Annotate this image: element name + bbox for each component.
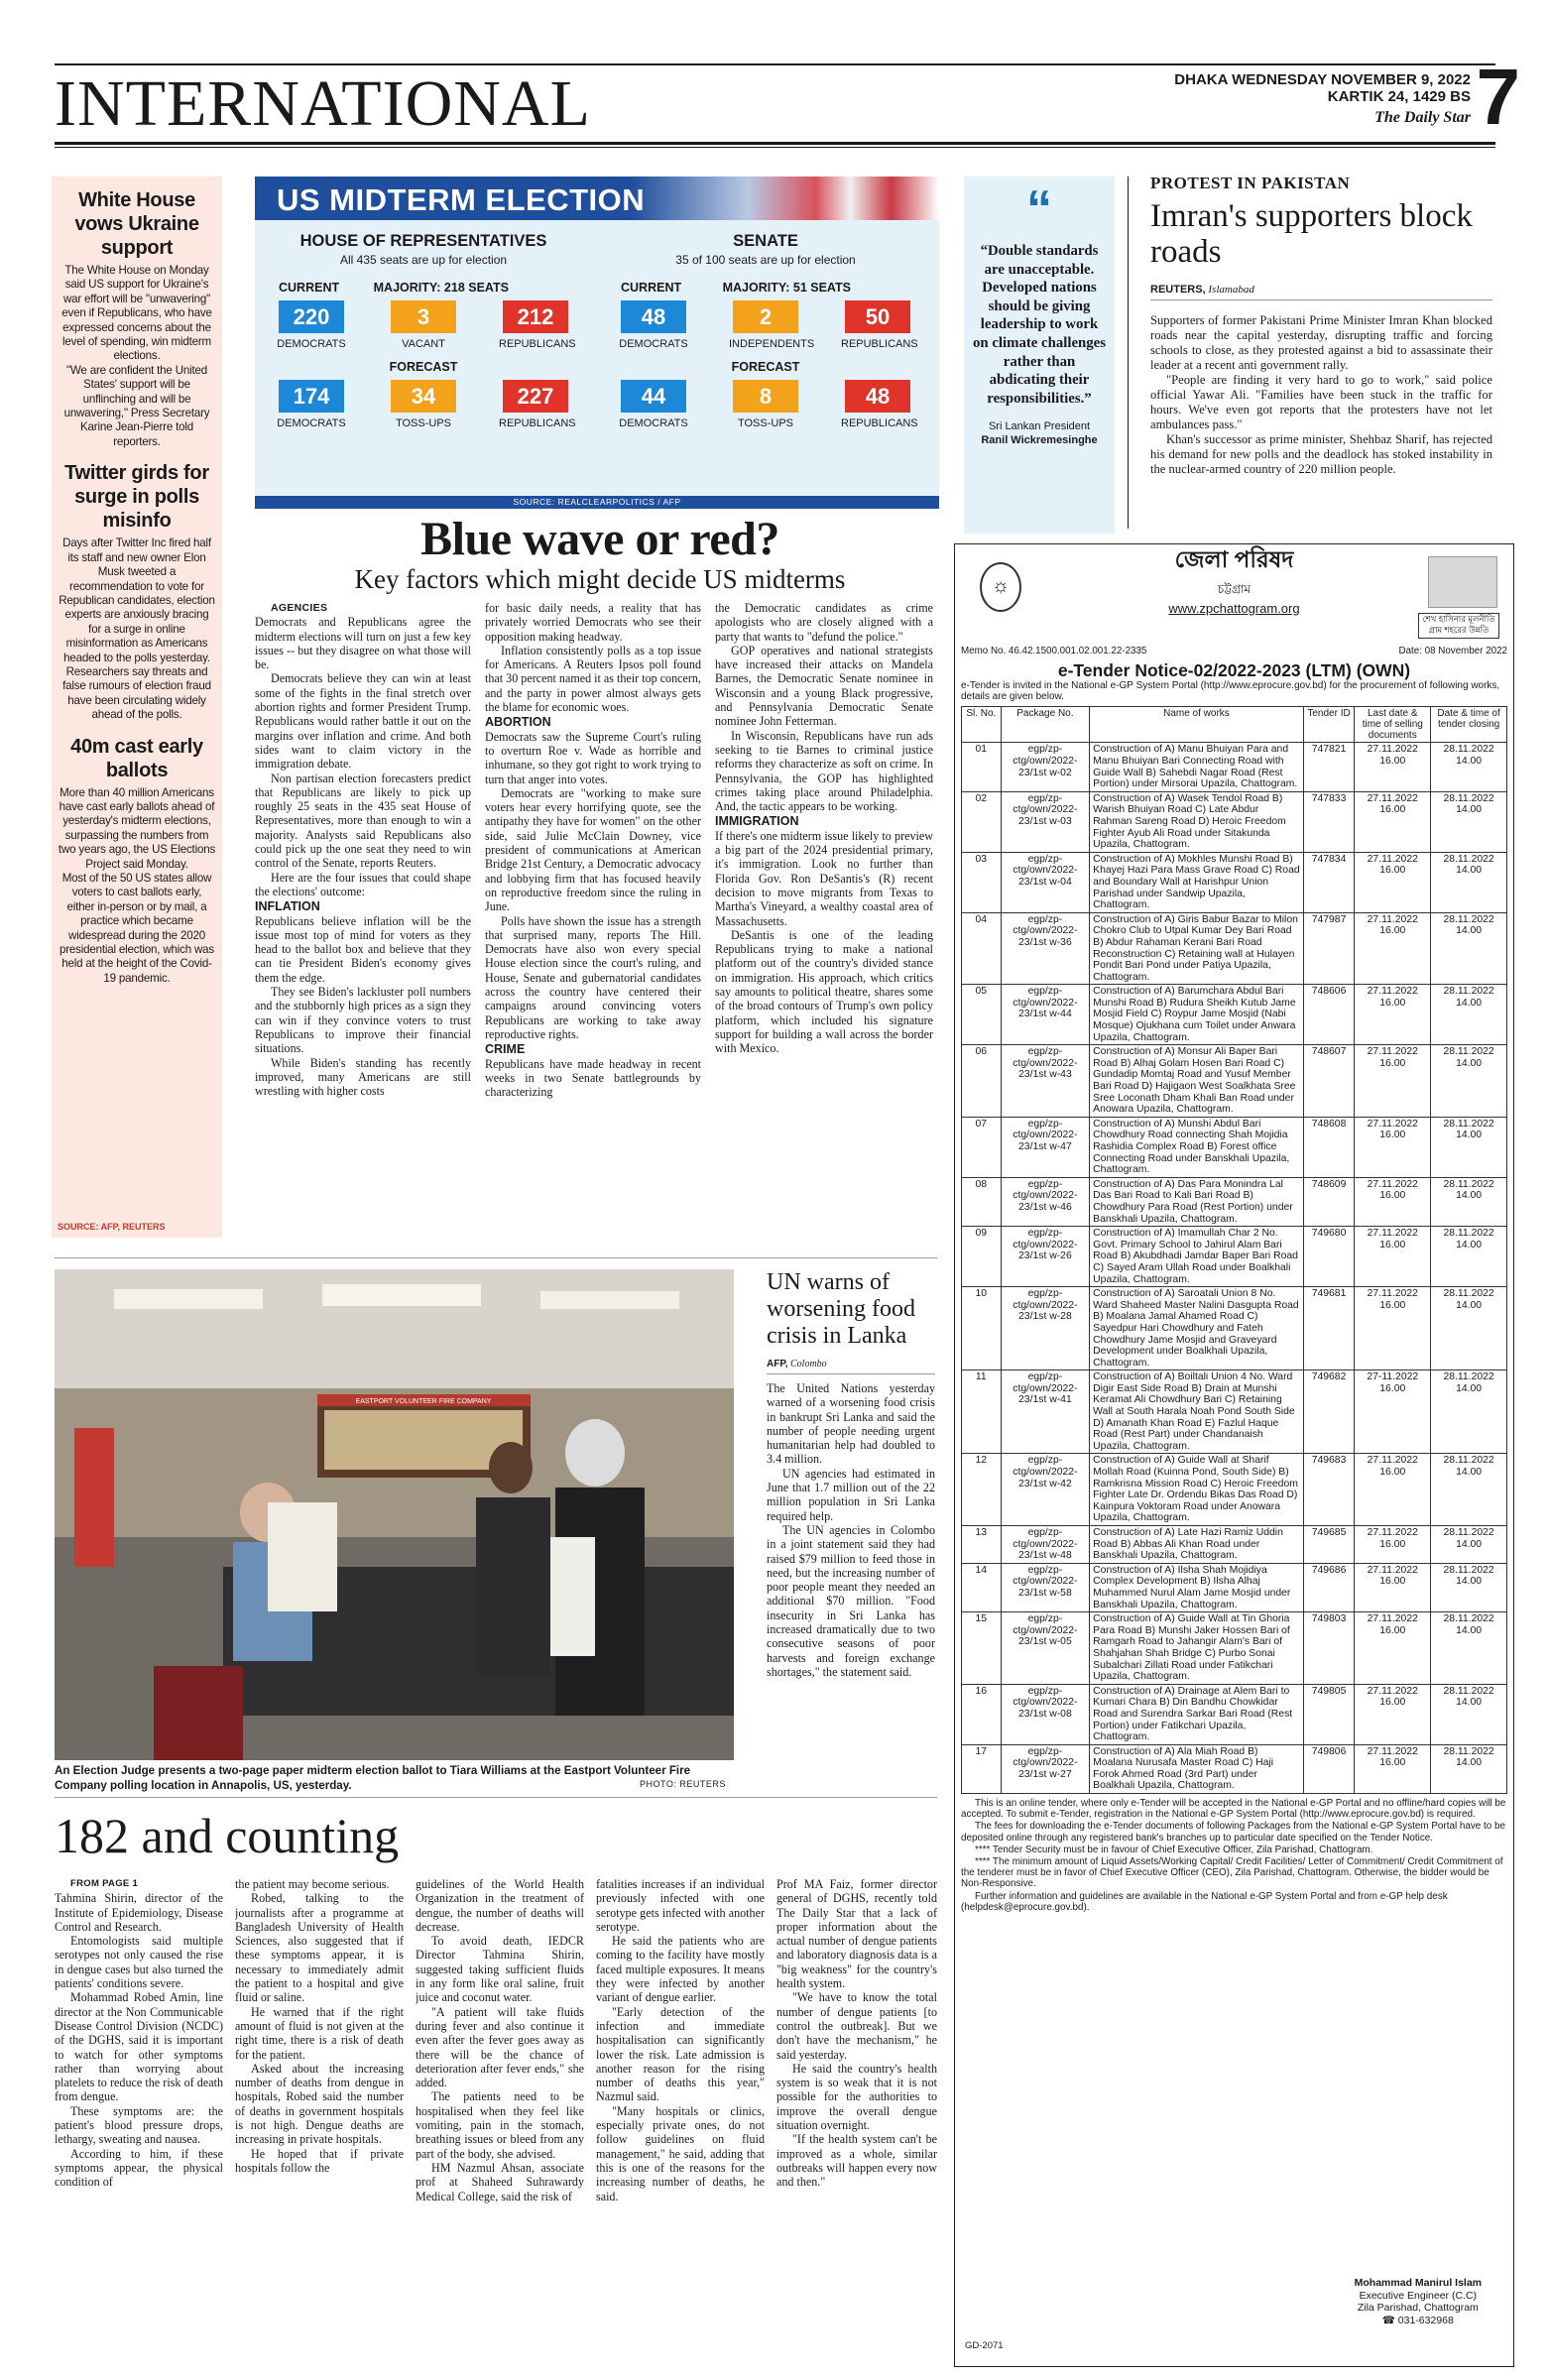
house-panel xyxy=(265,232,582,429)
dateline-bengali: KARTIK 24, 1429 BS xyxy=(1327,88,1471,105)
table-cell: Construction of A) Manu Bhuiyan Para and Manu Bhuiyan Bari Connecting Road with Guide Wall B) Sahebdi Nagar Road (Rest Portion) under Mirsorai Upazila, Chattogram. xyxy=(1090,743,1304,791)
dateline xyxy=(1174,71,1471,105)
paragraph: "A patient will take fluids during fever and also continue it even after the fever goes away as there will be the chance of deterioration after fever ends," she added. xyxy=(416,2004,584,2090)
article-column xyxy=(715,601,933,1246)
table-cell: 28.11.2022 14.00 xyxy=(1431,743,1507,791)
brief-body: "We are confident the United States' support will be unflinching and will be unwavering," Press Secretary Karine Jean-Pierre told reporters. xyxy=(63,363,210,448)
table-cell: Construction of A) Late Hazi Ramiz Uddin Road B) Abbas Ali Khan Road under Banskhali Upazila, Chattogram. xyxy=(1090,1526,1304,1564)
paragraph: He hoped that if private hospitals follow the xyxy=(235,2146,404,2175)
table-cell: 28.11.2022 14.00 xyxy=(1431,1227,1507,1287)
paragraph: the Democratic candidates as crime apologists who are closely aligned with a party that wants to "defund the police." xyxy=(715,601,933,644)
table-cell: Construction of A) Guide Wall at Tin Ghoria Para Road B) Munshi Jaker Hossen Bari of Ramgarh Road to Jahangir Alam's Bari of Shahjahan Shah Bridge C) Purbo Sonai Subalchari Zillati Road under Fatikchari Upazila, Chattogram. xyxy=(1090,1612,1304,1685)
column-header: Last date & time of selling documents xyxy=(1355,707,1431,743)
sidebar-source: SOURCE: AFP, REUTERS xyxy=(58,1222,166,1232)
table-cell: egp/zp-ctg/own/2022-23/1st w-43 xyxy=(1001,1045,1090,1118)
table-row xyxy=(962,1045,1507,1118)
paragraph: guidelines of the World Health Organization in the treatment of dengue, the number of deaths will decrease. xyxy=(416,1877,584,1934)
article-column xyxy=(596,1877,765,2363)
forecast-label: FORECAST xyxy=(389,360,458,374)
article-headline: UN warns of worsening food crisis in Lanka xyxy=(767,1269,915,1349)
article-body xyxy=(1150,313,1492,524)
table-cell: 14 xyxy=(962,1563,1002,1611)
table-cell: 28.11.2022 14.00 xyxy=(1431,1454,1507,1526)
table-cell: 11 xyxy=(962,1370,1002,1454)
table-cell: egp/zp-ctg/own/2022-23/1st w-47 xyxy=(1001,1117,1090,1177)
article-column xyxy=(485,601,701,1246)
chamber-subtitle: 35 of 100 seats are up for election xyxy=(675,253,856,267)
signer-org: Zila Parishad, Chattogram xyxy=(1357,2302,1479,2314)
page-number: 7 xyxy=(1476,53,1520,141)
box-label: TOSS-UPS xyxy=(737,417,794,429)
signer-title: Executive Engineer (C.C) xyxy=(1359,2289,1478,2302)
table-cell: Construction of A) Saroatali Union 8 No. Ward Shaheed Master Nalini Dasgupta Road B) Moalana Jamal Ahamed Road C) Sayedpur Hari Chowdhury and Fateh Chowdhury Jame Mosjid and Graveyard Development under Boalkhali Upazila, Chattogram. xyxy=(1090,1287,1304,1370)
article-headline: Imran's supporters block roads xyxy=(1150,198,1473,270)
zila-parishad-emblem: ☼ xyxy=(980,562,1021,612)
table-cell: Construction of A) Giris Babur Bazar to Milon Chokro Club to Utpal Kumar Dey Bari Road B) Abdur Rahaman Kerani Bari Road Reconstruction C) Retaining wall at Hulayen Pondit Bari Pond under Patiya Upazila, Chattogram. xyxy=(1090,912,1304,985)
table-cell: Construction of A) Munshi Abdul Bari Chowdhury Road connecting Shah Mojidia Rashidia Complex Road B) Forest office Connecting Road under Banskhali Upazila, Chattogram. xyxy=(1090,1117,1304,1177)
paper-logo: The Daily Star xyxy=(1374,109,1471,126)
table-row xyxy=(962,985,1507,1045)
majority-label: MAJORITY: 51 SEATS xyxy=(722,281,851,295)
table-cell: 747821 xyxy=(1303,743,1355,791)
table-row xyxy=(962,852,1507,912)
continuation-label: FROM PAGE 1 xyxy=(70,1878,139,1889)
signer-phone: ☎ 031-632968 xyxy=(1381,2314,1454,2326)
house-tossup-forecast: 34 xyxy=(391,380,456,413)
current-label: CURRENT xyxy=(279,281,340,295)
table-cell: 27.11.2022 16.00 xyxy=(1355,1526,1431,1564)
byline-place: Colombo xyxy=(790,1359,827,1369)
box-label: REPUBLICANS xyxy=(499,338,576,350)
table-cell: egp/zp-ctg/own/2022-23/1st w-46 xyxy=(1001,1177,1090,1226)
column-header: Package No. xyxy=(1001,707,1090,743)
table-cell: 28.11.2022 14.00 xyxy=(1431,1612,1507,1685)
article-column xyxy=(416,1877,584,2363)
table-cell: 749803 xyxy=(1303,1612,1355,1685)
table-row xyxy=(962,1287,1507,1370)
graphic-source: SOURCE: REALCLEARPOLITICS / AFP xyxy=(255,496,939,509)
paragraph: The patients need to be hospitalised when they feel like vomiting, pain in the stomach, breathing issues or bleed from any part of the body, she advised. xyxy=(416,2089,584,2161)
photo-illustration xyxy=(55,1269,734,1760)
table-cell: 28.11.2022 14.00 xyxy=(1431,985,1507,1045)
memo-number: Memo No. 46.42.1500.001.02.001.22-2335 xyxy=(961,646,1147,656)
table-cell: egp/zp-ctg/own/2022-23/1st w-02 xyxy=(1001,743,1090,791)
graphic-title: US MIDTERM ELECTION xyxy=(277,182,646,217)
brief-headline: White House vows Ukraine support xyxy=(74,189,199,259)
table-cell: Construction of A) Guide Wall at Sharif Mollah Road (Kuinna Pond, South Side) B) Ramkrisna Mission Road C) Heroic Freedom Fighter Late Dr. Ordendu Bikas Das Road D) Kainpura Voktoram Road under Anowara Upazila, Chattogram. xyxy=(1090,1454,1304,1526)
paragraph: the patient may become serious. xyxy=(235,1877,390,1891)
table-cell: 13 xyxy=(962,1526,1002,1564)
table-cell: 748608 xyxy=(1303,1117,1355,1177)
paragraph: Mohammad Robed Amin, line director at the Non Communicable Disease Control Division (NCDC) of the DGHS, said it is important to watch for other symptoms rather than worrying about platelets to reduce the risk of death from dengue. xyxy=(55,1990,223,2104)
subhead: IMMIGRATION xyxy=(715,814,799,829)
table-cell: Construction of A) Barumchara Abdul Bari Munshi Road B) Rudura Sheikh Kutub Jame Mosjid Field C) Roypur Jame Mosjid (Nabi Mosque) Ojukhana cum Toilet under Anwara Upazila, Chattogram. xyxy=(1090,985,1304,1045)
table-cell: 27.11.2022 16.00 xyxy=(1355,1227,1431,1287)
senate-rep-forecast: 48 xyxy=(845,380,910,413)
table-cell: 27.11.2022 16.00 xyxy=(1355,1612,1431,1685)
tender-notice xyxy=(954,543,1514,2367)
table-cell: 749805 xyxy=(1303,1684,1355,1744)
house-rep-forecast: 227 xyxy=(503,380,568,413)
paragraph: The United Nations yesterday warned of a worsening food crisis in bankrupt Sri Lanka and said the number of people needing urgent humanitarian help had doubled to 3.4 million. xyxy=(767,1381,935,1467)
column-header: Sl. No. xyxy=(962,707,1002,743)
paragraph: Robed, talking to the journalists after a programme at Bangladesh University of Health Sciences, also suggested that if these symptoms appear, it is necessary to immediately admit the patient to a hospital and give fluid or saline. xyxy=(235,1891,404,2005)
box-label: DEMOCRATS xyxy=(277,417,346,429)
table-cell: 03 xyxy=(962,852,1002,912)
article-column xyxy=(55,1877,223,2363)
note: **** Tender Security must be in favour of Chief Executive Officer, Zila Parishad, Chattogram. xyxy=(975,1844,1373,1855)
majority-label: MAJORITY: 218 SEATS xyxy=(373,281,509,295)
quote-name: Ranil Wickremesinghe xyxy=(981,434,1098,447)
table-cell: 27.11.2022 16.00 xyxy=(1355,1454,1431,1526)
table-cell: 747833 xyxy=(1303,791,1355,852)
paragraph: Supporters of former Pakistani Prime Minister Imran Khan blocked roads near the capital yesterday, disrupting traffic and forcing schools to close, as they protested against a bid to assassinate their leader at a recent anti government rally. xyxy=(1150,313,1492,372)
table-cell: egp/zp-ctg/own/2022-23/1st w-58 xyxy=(1001,1563,1090,1611)
forecast-label: FORECAST xyxy=(731,360,800,374)
note: Further information and guidelines are available in the National e-GP System Portal and from e-GP help desk (helpdesk@eprocure.gov.bd). xyxy=(961,1890,1448,1913)
table-cell: 28.11.2022 14.00 xyxy=(1431,1563,1507,1611)
paragraph: for basic daily needs, a reality that has privately worried Democrats who see their opposition making headway. xyxy=(485,601,701,644)
table-row xyxy=(962,1563,1507,1611)
table-row xyxy=(962,743,1507,791)
note: **** The minimum amount of Liquid Assets/Working Capital/ Credit Facilities/ Letter of Commitment/ Credit Commitment of the tenderer must be in favor of Chief Executive Officer (CEO), Zila Parishad, Chattogram. Otherwise, the bidder would be Non-Responsive. xyxy=(961,1856,1503,1890)
paragraph: In Wisconsin, Republicans have run ads seeking to tie Barnes to criminal justice reforms they characterize as soft on crime. In Pennsylvania, the GOP has highlighted crimes taking place around Philadelphia. And, the tactic appears to be working. xyxy=(715,728,933,814)
paragraph: Non partisan election forecasters predict that Republicans are likely to pick up roughly 25 seats in the 435 seat House of Representatives, more than enough to win a majority. Analysts said Republicans also could pick up the one seat they need to win control of the Senate, reports Reuters. xyxy=(255,771,471,871)
table-cell: egp/zp-ctg/own/2022-23/1st w-36 xyxy=(1001,912,1090,985)
senate-tossup-forecast: 8 xyxy=(733,380,798,413)
city-bengali: চট্টগ্রাম xyxy=(1217,582,1252,596)
table-cell: Construction of A) Mokhles Munshi Road B) Khayej Hazi Para Mass Grave Road C) Road and Boundary Wall at Harishpur Union Parishad under Sandwip Upazila, Chattogram. xyxy=(1090,852,1304,912)
paragraph: GOP operatives and national strategists have increased their attacks on Mandela Barnes, the Democratic Senate nominee in Wisconsin and a young Black progressive, and Pennsylvania Democratic Senate nominee John Fetterman. xyxy=(715,643,933,729)
house-rep-current: 212 xyxy=(503,300,568,333)
paragraph: He warned that if the right amount of fluid is not given at the right time, there is a risk of death for the patient. xyxy=(235,2004,404,2062)
paragraph: "Early detection of the infection and immediate hospitalisation can significantly lower the risk. Late admission is another reason for the rising number of deaths this year," Nazmul said. xyxy=(596,2004,765,2104)
box-label: DEMOCRATS xyxy=(277,338,346,350)
box-label: REPUBLICANS xyxy=(841,338,918,350)
paragraph: DeSantis is one of the leading Republicans trying to make a national platform out of the country's divided stance on immigration. His approach, which critics say amounts to political theatre, shares some of the broad contours of Trump's own policy platform, which included his signature support for building a wall across the border with Mexico. xyxy=(715,927,933,1056)
paragraph: These symptoms are: the patient's blood pressure drops, lethargy, sweating and nausea. xyxy=(55,2103,223,2147)
table-cell: 16 xyxy=(962,1684,1002,1744)
byline-agency: REUTERS, xyxy=(1150,284,1206,296)
chamber-name: HOUSE OF REPRESENTATIVES xyxy=(299,232,547,250)
table-cell: egp/zp-ctg/own/2022-23/1st w-41 xyxy=(1001,1370,1090,1454)
paragraph: To avoid death, IEDCR Director Tahmina Shirin, suggested taking sufficient fluids in any form like oral saline, fruit juice and coconut water. xyxy=(416,1934,584,2005)
paragraph: While Biden's standing has recently improved, many Americans are still wrestling with higher costs xyxy=(255,1055,471,1099)
table-cell: 05 xyxy=(962,985,1002,1045)
signer-name: Mohammad Manirul Islam xyxy=(1354,2277,1482,2289)
senate-dem-current: 48 xyxy=(621,300,686,333)
table-cell: egp/zp-ctg/own/2022-23/1st w-08 xyxy=(1001,1684,1090,1744)
table-row xyxy=(962,1117,1507,1177)
paragraph: Entomologists said multiple serotypes not only caused the rise in dengue cases but also turned the patients' conditions severe. xyxy=(55,1934,223,1991)
paragraph: Republicans have made headway in recent weeks in two Senate battlegrounds by characterizing xyxy=(485,1056,701,1100)
table-cell: Construction of A) Ilsha Shah Mojidiya Complex Development B) Ilsha Alhaj Muhammed Nurul Alam Jame Mosjid under Banskhali Upazila, Chattogram. xyxy=(1090,1563,1304,1611)
table-cell: 06 xyxy=(962,1045,1002,1118)
table-cell: 28.11.2022 14.00 xyxy=(1431,912,1507,985)
table-cell: egp/zp-ctg/own/2022-23/1st w-27 xyxy=(1001,1744,1090,1793)
table-row xyxy=(962,791,1507,852)
quote-icon: “ xyxy=(1026,180,1052,238)
box-label: REPUBLICANS xyxy=(841,417,918,429)
paragraph: Democrats saw the Supreme Court's ruling to overturn Roe v. Wade as horrible and inhumane, so they got right to work trying to turn that anger into votes. xyxy=(485,729,701,786)
chamber-name: SENATE xyxy=(733,232,798,250)
table-cell: 07 xyxy=(962,1117,1002,1177)
table-row xyxy=(962,1684,1507,1744)
table-cell: 28.11.2022 14.00 xyxy=(1431,1370,1507,1454)
table-cell: 27.11.2022 16.00 xyxy=(1355,1744,1431,1793)
table-cell: 28.11.2022 14.00 xyxy=(1431,1177,1507,1226)
org-website-link[interactable]: www.zpchattogram.org xyxy=(1168,601,1300,616)
table-cell: Construction of A) Das Para Monindra Lal Das Bari Road to Kali Bari Road B) Chowdhury Para Road (Rest Portion) under Banskhali Upazila, Chattogram. xyxy=(1090,1177,1304,1226)
table-cell: 28.11.2022 14.00 xyxy=(1431,1744,1507,1793)
article-headline: 182 and counting xyxy=(55,1808,400,1863)
senate-dem-forecast: 44 xyxy=(621,380,686,413)
paragraph: If there's one midterm issue likely to preview a big part of the 2024 presidential primary, it's immigration. Look no further than Florida Gov. Ron DeSantis's (R) recent decision to move migrants from Texas to Martha's Vineyard, a wealthy coastal area of Massachusetts. xyxy=(715,828,933,928)
brief-headline: Twitter girds for surge in polls misinfo xyxy=(64,462,209,533)
table-cell: 09 xyxy=(962,1227,1002,1287)
article-body xyxy=(767,1381,935,1788)
byline xyxy=(1150,284,1254,296)
dateline-date: DHAKA WEDNESDAY NOVEMBER 9, 2022 xyxy=(1174,71,1471,88)
table-cell: egp/zp-ctg/own/2022-23/1st w-04 xyxy=(1001,852,1090,912)
paragraph: UN agencies had estimated in June that 1.7 million out of the 22 million population in Sri Lanka required help. xyxy=(767,1466,935,1523)
brief-body: Days after Twitter Inc fired half its staff and new owner Elon Musk tweeted a recommendation to vote for Republican candidates, election experts are anxiously bracing for a surge in online misinformation as Americans headed to the polls yesterday. Researchers say threats and false rumours of election fraud have been circulating widely ahead of the polls. xyxy=(59,536,215,722)
paragraph: Asked about the increasing number of deaths from dengue in hospitals, Robed said the number of deaths in government hospitals is not high. Dengue deaths are increasing in private hospitals. xyxy=(235,2061,404,2147)
table-cell: 27.11.2022 16.00 xyxy=(1355,1045,1431,1118)
table-cell: 747987 xyxy=(1303,912,1355,985)
article-column xyxy=(235,1877,404,2363)
kicker: PROTEST IN PAKISTAN xyxy=(1150,174,1351,192)
table-cell: egp/zp-ctg/own/2022-23/1st w-05 xyxy=(1001,1612,1090,1685)
pull-quote xyxy=(964,177,1115,534)
table-cell: 27.11.2022 16.00 xyxy=(1355,985,1431,1045)
signature-block xyxy=(1355,2277,1482,2326)
table-cell: 28.11.2022 14.00 xyxy=(1431,1045,1507,1118)
table-cell: 27.11.2022 16.00 xyxy=(1355,1287,1431,1370)
table-cell: 749682 xyxy=(1303,1370,1355,1454)
brief-body: More than 40 million Americans have cast early ballots ahead of yesterday's midterm elections, surpassing the numbers from two years ago, the US Elections Project said Monday. xyxy=(58,785,216,871)
photo-caption: An Election Judge presents a two-page paper midterm election ballot to Tiara Williams at the Eastport Volunteer Fire Company polling location in Annapolis, US, yesterday. xyxy=(55,1764,691,1792)
note: This is an online tender, where only e-Tender will be accepted in the National e-GP Portal and no offline/hard copies will be accepted. To submit e-Tender, registration in the National e-GP System Portal (http://www.eprocure.gov.bd) is required. xyxy=(961,1798,1506,1821)
election-graphic xyxy=(255,177,939,509)
brief-headline: 40m cast early ballots xyxy=(70,735,203,781)
table-cell: 28.11.2022 14.00 xyxy=(1431,1684,1507,1744)
table-cell: 28.11.2022 14.00 xyxy=(1431,852,1507,912)
paragraph: Polls have shown the issue has a strength that surprised many, reports The Hill. Democrats have also won every special House election since the court's ruling, and House, Senate and gubernatorial candidates across the country have centered their campaigns around convincing voters Republicans are working to take away reproductive rights. xyxy=(485,913,701,1041)
byline-place: Islamabad xyxy=(1208,284,1254,296)
table-cell: 08 xyxy=(962,1177,1002,1226)
portrait-image xyxy=(1428,556,1497,608)
box-label: DEMOCRATS xyxy=(619,417,688,429)
subhead: INFLATION xyxy=(255,899,320,914)
table-cell: 04 xyxy=(962,912,1002,985)
table-cell: egp/zp-ctg/own/2022-23/1st w-44 xyxy=(1001,985,1090,1045)
table-cell: 28.11.2022 14.00 xyxy=(1431,1526,1507,1564)
paragraph: Democrats believe they can win at least some of the fights in the final stretch over abortion rights and former President Trump. Republicans would rather battle it out on the margins over inflation and crime. And both sides want to claim victory in the immigration debate. xyxy=(255,671,471,772)
paragraph: The UN agencies in Colombo in a joint statement said they had raised $79 million to feed those in need, but the increasing number of poor people meant they needed an additional $70 million. "Food insecurity in Sri Lanka has increased dramatically due to two consecutive seasons of poor harvests and foreign exchange shortages," the statement said. xyxy=(767,1522,935,1679)
article-dateline: AGENCIES xyxy=(271,602,328,614)
paragraph: "Many hospitals or clinics, especially private ones, do not follow guidelines on fluid management," he said, adding that this is one of the reasons for the increasing number of deaths, he said. xyxy=(596,2103,765,2203)
paragraph: Here are the four issues that could shape the elections' outcome: xyxy=(255,870,471,898)
paragraph: "We have to know the total number of dengue patients [to control the outbreak]. But we don't have the mechanism," he said yesterday. xyxy=(776,1990,937,2062)
article-subheadline: Key factors which might decide US midterms xyxy=(354,564,846,594)
table-cell: 749683 xyxy=(1303,1454,1355,1526)
table-row xyxy=(962,1227,1507,1287)
table-row xyxy=(962,1526,1507,1564)
table-cell: Construction of A) Ala Miah Road B) Moalana Nurusafa Master Road C) Haji Forok Ahmed Road (3rd Part) under Boalkhali Upazila, Chattogram. xyxy=(1090,1744,1304,1793)
table-cell: egp/zp-ctg/own/2022-23/1st w-26 xyxy=(1001,1227,1090,1287)
table-cell: 01 xyxy=(962,743,1002,791)
byline-agency: AFP, xyxy=(767,1359,788,1369)
table-cell: 749806 xyxy=(1303,1744,1355,1793)
table-row xyxy=(962,1612,1507,1685)
table-cell: 28.11.2022 14.00 xyxy=(1431,1117,1507,1177)
table-cell: 27.11.2022 16.00 xyxy=(1355,1117,1431,1177)
table-cell: 12 xyxy=(962,1454,1002,1526)
table-row xyxy=(962,1177,1507,1226)
paragraph: Democrats and Republicans agree the midterm elections will turn on just a few key issues -- but they disagree on what those will be. xyxy=(255,615,471,672)
slogan-banner: শেখ হাসিনার মূলনীতি গ্রাম শহরের উন্নতি xyxy=(1418,613,1499,639)
subhead: ABORTION xyxy=(485,715,551,730)
chamber-subtitle: All 435 seats are up for election xyxy=(339,253,508,267)
paragraph: He said the patients who are coming to the facility have mostly faced multiple exposures. It means they were infected by another variant of dengue earlier. xyxy=(596,1934,765,2005)
table-row xyxy=(962,1370,1507,1454)
org-name-bengali: জেলা পরিষদ xyxy=(1174,546,1294,572)
article-headline: Blue wave or red? xyxy=(420,513,779,565)
box-label: DEMOCRATS xyxy=(619,338,688,350)
table-cell: 748607 xyxy=(1303,1045,1355,1118)
table-cell: 02 xyxy=(962,791,1002,852)
table-cell: Construction of A) Imamullah Char 2 No. Govt. Primary School to Jahirul Alam Bari Road B) Akubdhadi Jamdar Baper Bari Road C) Sayed Aram Ullah Road under Boalkhali Upazila, Chattogram. xyxy=(1090,1227,1304,1287)
table-cell: egp/zp-ctg/own/2022-23/1st w-03 xyxy=(1001,791,1090,852)
table-cell: 27-11.2022 16.00 xyxy=(1355,1370,1431,1454)
table-cell: 27.11.2022 16.00 xyxy=(1355,1563,1431,1611)
article-column xyxy=(776,1877,937,2363)
column-header: Tender ID xyxy=(1303,707,1355,743)
box-label: INDEPENDENTS xyxy=(729,338,815,350)
paragraph: Inflation consistently polls as a top issue for Americans. A Reuters Ipsos poll found that 30 percent named it as their top concern, and the party in power almost always gets the blame for economic woes. xyxy=(485,643,701,715)
paragraph: "If the health system can't be improved as a whole, similar outbreaks will happen every now and then." xyxy=(776,2132,937,2190)
table-cell: egp/zp-ctg/own/2022-23/1st w-48 xyxy=(1001,1526,1090,1564)
paragraph: Prof MA Faiz, former director general of DGHS, recently told The Daily Star that a lack of proper information about the actual number of dengue patients and laboratory diagnosis data is a "big weakness" for the country's health system. xyxy=(776,1877,937,1991)
senate-panel xyxy=(607,232,924,429)
table-cell: 27.11.2022 16.00 xyxy=(1355,1177,1431,1226)
house-dem-current: 220 xyxy=(279,300,344,333)
paragraph: Khan's successor as prime minister, Shehbaz Sharif, has rejected his demand for new polls and the deadlock has stoked instability in the nuclear-armed country of 220 million people. xyxy=(1150,432,1492,476)
notice-title: e-Tender Notice-02/2022-2023 (LTM) (OWN) xyxy=(1057,660,1411,680)
table-row xyxy=(962,912,1507,985)
paragraph: Tahmina Shirin, director of the Institute of Epidemiology, Disease Control and Research. xyxy=(55,1891,223,1934)
brief-body: The White House on Monday said US support for Ukraine's war effort will be "unwavering" even if Republicans, who have expressed concerns about the level of spending, win midterm elections. xyxy=(61,264,212,363)
table-cell: 749681 xyxy=(1303,1287,1355,1370)
table-cell: 747834 xyxy=(1303,852,1355,912)
section-title: INTERNATIONAL xyxy=(55,67,591,140)
table-cell: 748606 xyxy=(1303,985,1355,1045)
table-cell: egp/zp-ctg/own/2022-23/1st w-28 xyxy=(1001,1287,1090,1370)
article-column xyxy=(255,601,471,1246)
brief-body: Most of the 50 US states allow voters to cast ballots early, either in-person or by mail, a practice which became widespread during the 2020 presidential election, which was held at the height of the Covid-19 pandemic. xyxy=(60,872,214,985)
table-cell: 10 xyxy=(962,1287,1002,1370)
paragraph: HM Nazmul Ahsan, associate prof at Shaheed Suhrawardy Medical College, said the risk of xyxy=(416,2160,584,2203)
table-cell: 27.11.2022 16.00 xyxy=(1355,791,1431,852)
quote-attribution xyxy=(972,419,1107,447)
tender-notes xyxy=(955,1795,1513,1917)
table-cell: egp/zp-ctg/own/2022-23/1st w-42 xyxy=(1001,1454,1090,1526)
table-cell: Construction of A) Boiltali Union 4 No. Ward Digir East Side Road B) Drain at Munshi Keramat Ali Chowdhury Bari C) Retaining Wall at South Harala Noah Pond South Side D) Amanath Khan Road E) Fazlul Haque Road (Rest Part) under Chandanaish Upazila, Chattogram. xyxy=(1090,1370,1304,1454)
photo-credit: PHOTO: REUTERS xyxy=(640,1779,726,1789)
quote-title: Sri Lankan President xyxy=(988,420,1091,433)
table-row xyxy=(962,1744,1507,1793)
table-cell: 27.11.2022 16.00 xyxy=(1355,743,1431,791)
senate-rep-current: 50 xyxy=(845,300,910,333)
table-cell: 17 xyxy=(962,1744,1002,1793)
paragraph: "People are finding it very hard to go to work," said police official Yawar Ali. "Families have been stuck in the traffic for hours. We've even got reports that the protesters have not let ambulances pass." xyxy=(1150,373,1492,431)
table-cell: 749685 xyxy=(1303,1526,1355,1564)
notice-intro: e-Tender is invited in the National e-GP System Portal (http://www.eprocure.gov.bd) for the procurement of following works, details are given below. xyxy=(961,679,1500,702)
column-header: Name of works xyxy=(1090,707,1304,743)
paragraph: They see Biden's lackluster poll numbers and the stubbornly high prices as a sign they can win if they convince voters to trust Republicans to improve their financial situations. xyxy=(255,985,471,1056)
quote-text: “Double standards are unacceptable. Developed nations should be giving leadership to work on climate challenges rather than abdicating their responsibilities.” xyxy=(973,243,1106,407)
note: The fees for downloading the e-Tender documents of following Packages from the National e-GP System Portal have to be deposited online through any registered bank's branches up to particular date specified on the Tender Notice. xyxy=(961,1821,1506,1844)
table-cell: 28.11.2022 14.00 xyxy=(1431,1287,1507,1370)
paragraph: Republicans believe inflation will be the issue most top of mind for voters as they head to the ballot box and believe that they can tie President Biden's economy gives them the edge. xyxy=(255,913,471,985)
paragraph: According to him, if these symptoms appear, the physical condition of xyxy=(55,2146,223,2190)
column-header: Date & time of tender closing xyxy=(1431,707,1507,743)
table-cell: 15 xyxy=(962,1612,1002,1685)
box-label: REPUBLICANS xyxy=(499,417,576,429)
subhead: CRIME xyxy=(485,1042,526,1057)
table-cell: 749686 xyxy=(1303,1563,1355,1611)
paragraph: fatalities increases if an individual previously infected with one serotype gets infected with another serotype. xyxy=(596,1877,765,1934)
paragraph: Democrats are "working to make sure voters hear every horrifying quote, see the antipathy they have for women" on the other side, said Julie McClain Downey, vice president of communications at American Bridge 21st Century, a Democratic advocacy and lobbying firm that has focused heavily on reproductive freedom since the ruling in June. xyxy=(485,785,701,914)
table-cell: 749680 xyxy=(1303,1227,1355,1287)
table-cell: 27.11.2022 16.00 xyxy=(1355,912,1431,985)
news-briefs-sidebar xyxy=(52,177,222,1238)
box-label: VACANT xyxy=(402,338,445,350)
table-cell: Construction of A) Drainage at Alem Bari to Kumari Chara B) Din Bandhu Chowkidar Road and Surendra Sarkar Bari Road (Rest Portion) under Fatikchari Upazila, Chattogram. xyxy=(1090,1684,1304,1744)
house-dem-forecast: 174 xyxy=(279,380,344,413)
tender-table xyxy=(961,706,1507,1794)
byline xyxy=(767,1359,827,1369)
house-vacant-current: 3 xyxy=(391,300,456,333)
table-cell: 748609 xyxy=(1303,1177,1355,1226)
polling-station-photo xyxy=(55,1269,734,1760)
box-label: TOSS-UPS xyxy=(395,417,452,429)
table-cell: 27.11.2022 16.00 xyxy=(1355,852,1431,912)
table-row xyxy=(962,1454,1507,1526)
station-sign-text: EASTPORT VOLUNTEER FIRE COMPANY xyxy=(355,1398,492,1405)
gd-number: GD-2071 xyxy=(965,2340,1004,2352)
notice-date: Date: 08 November 2022 xyxy=(1398,646,1507,656)
table-cell: Construction of A) Wasek Tendol Road B) Warish Bhuiyan Road C) Late Abdur Rahman Sareng Road D) Heroic Freedom Fighter Ayub Ali Road under Sitakunda Upazila, Chattogram. xyxy=(1090,791,1304,852)
table-cell: 28.11.2022 14.00 xyxy=(1431,791,1507,852)
current-label: CURRENT xyxy=(621,281,682,295)
senate-ind-current: 2 xyxy=(733,300,798,333)
table-cell: 27.11.2022 16.00 xyxy=(1355,1684,1431,1744)
paragraph: He said the country's health system is so weak that it is not possible for the authorities to improve the overall dengue situation overnight. xyxy=(776,2061,937,2133)
table-cell: Construction of A) Monsur Ali Baper Bari Road B) Alhaj Golam Hosen Bari Road C) Gundadip Momtaj Road and Yusuf Member Bari Road D) Hajigaon West Soalkhata Sree Sree Loconath Dham Khali Ban Road under Anowara Upazila, Chattogram. xyxy=(1090,1045,1304,1118)
